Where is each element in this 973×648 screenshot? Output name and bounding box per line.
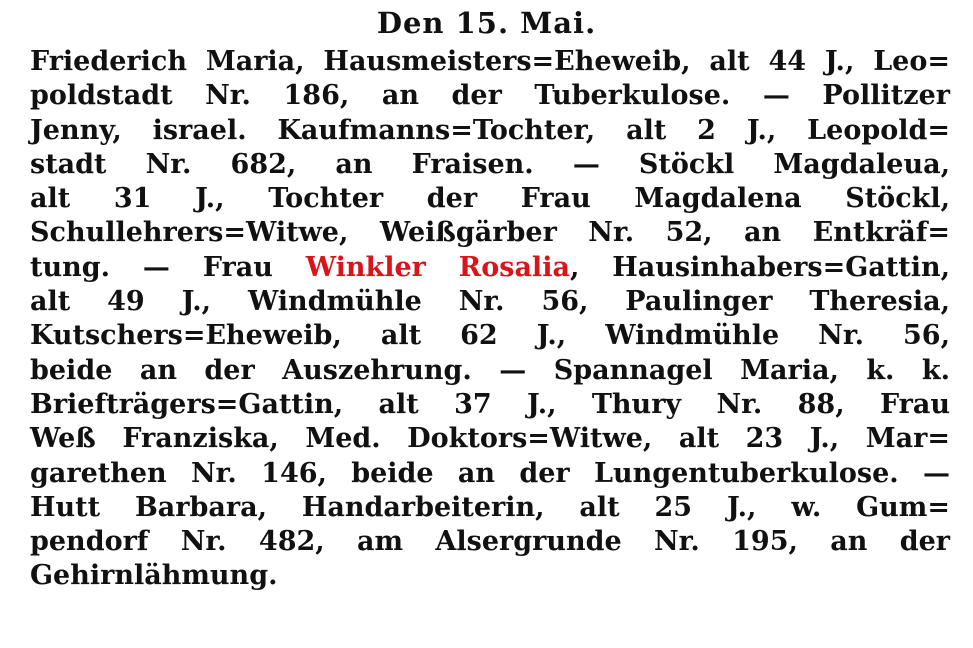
highlighted-name: Winkler Rosalia [305, 251, 570, 283]
text-line-16: Gehirnlähmung. [30, 560, 278, 592]
text-line-3: Jenny, israel. Kaufmanns=Tochter, alt 2 J., Leopold= [30, 114, 950, 146]
date-heading: Den 15. Mai. [376, 6, 597, 40]
text-line-7-before: tung. — Frau [30, 251, 306, 283]
text-line-15: pendorf Nr. 482, am Alsergrunde Nr. 195, an der [30, 526, 950, 558]
text-line-11: Briefträgers=Gattin, alt 37 J., Thury Nr. 88, Frau [30, 388, 950, 420]
text-line-9: Kutschers=Eheweib, alt 62 J., Windmühle Nr. 56, [30, 320, 950, 352]
text-line-1: Friederich Maria, Hausmeisters=Eheweib, alt 44 J., Leo= [30, 46, 950, 77]
text-line-5: alt 31 J., Tochter der Frau Magdalena Stöckl, [30, 183, 950, 215]
text-line-8: alt 49 J., Windmühle Nr. 56, Paulinger Theresia, [30, 286, 950, 318]
text-line-14: Hutt Barbara, Handarbeiterin, alt 25 J., w. Gum= [30, 491, 950, 523]
text-line-7 [30, 251, 950, 285]
text-line-4: stadt Nr. 682, an Fraisen. — Stöckl Magdaleua, [30, 148, 950, 180]
text-line-7-after: , Hausinhabers=Gattin, [569, 251, 950, 283]
text-line-10: beide an der Auszehrung. — Spannagel Maria, k. k. [30, 354, 950, 386]
death-notices-text [30, 45, 950, 594]
text-line-2: poldstadt Nr. 186, an der Tuberkulose. — Pollitzer [30, 80, 950, 112]
text-line-6: Schullehrers=Witwe, Weißgärber Nr. 52, an Entkräf= [30, 217, 950, 249]
text-line-13: garethen Nr. 146, beide an der Lungentuberkulose. — [30, 457, 950, 489]
text-line-12: Weß Franziska, Med. Doktors=Witwe, alt 23 J., Mar= [30, 423, 950, 455]
